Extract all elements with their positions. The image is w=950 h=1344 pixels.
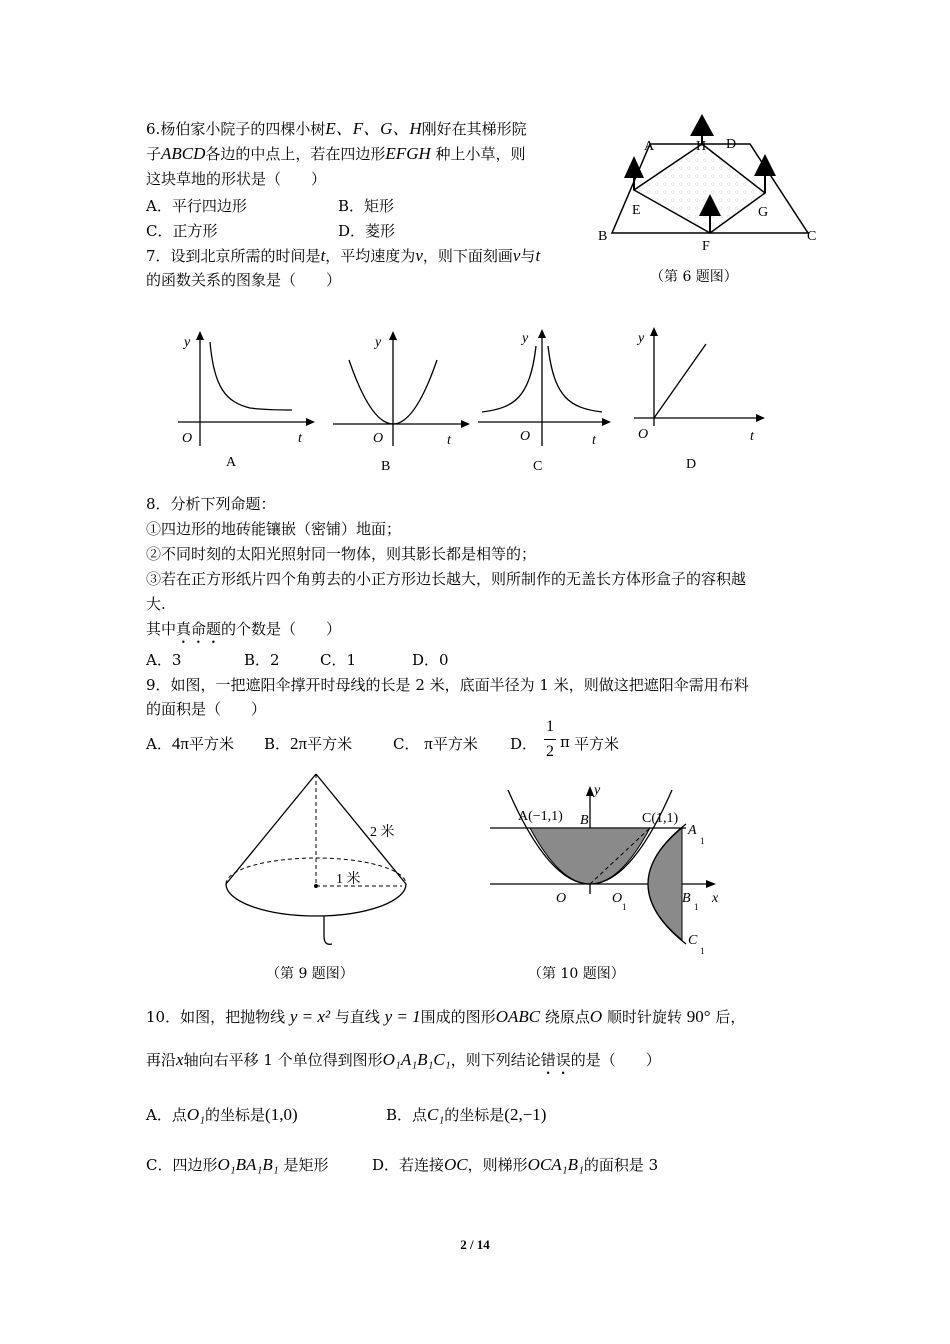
q10-option-d-oc: OC <box>444 1155 468 1174</box>
q6-label-h: H <box>696 139 707 154</box>
q10-line2 <box>146 1048 661 1078</box>
q10-option-d-post: 的面积是 3 <box>583 1156 659 1174</box>
q9-caption: （第 9 题图） <box>266 966 354 982</box>
q9-option-b-value: 2π <box>290 734 308 753</box>
q7-graph-a[interactable] <box>170 328 320 478</box>
q10-option-c-post: 是矩形 <box>283 1156 329 1174</box>
q10-option-d-figure: OCA₁B₁ <box>527 1155 584 1174</box>
q6-abcd: ABCD <box>161 144 206 163</box>
q9-option-b-unit: 平方米 <box>307 735 353 753</box>
q10-option-b[interactable] <box>386 1104 546 1125</box>
q6-grass-region <box>634 144 765 233</box>
q6-line2-end: 种上小草，则 <box>435 145 526 163</box>
q6-line2 <box>146 142 526 166</box>
q6-trees: E、F、G、H <box>325 119 422 138</box>
q6-label-b: B <box>598 229 608 244</box>
q10-option-a-value: (1,0) <box>265 1105 298 1124</box>
q7-graph-c-label: C <box>533 459 543 474</box>
q6-label-a: A <box>644 139 655 154</box>
q8-item-3-cont: 大. <box>146 595 166 613</box>
q9-option-d-numerator: 1 <box>546 718 554 735</box>
q7-graph-a-y: y <box>184 335 191 350</box>
q7-graph-c-t: t <box>592 433 596 448</box>
q9-option-a-letter: A． <box>146 735 172 753</box>
q9-option-a-value: 4π <box>171 734 189 753</box>
q10-option-d-mid: ，则梯形 <box>467 1156 528 1174</box>
q7-line1 <box>146 244 540 268</box>
q6-efgh: EFGH <box>385 144 431 163</box>
q10-label-b1: B <box>682 891 691 906</box>
q8-title: 8．分析下列命题： <box>146 495 276 513</box>
q7-graph-d-t: t <box>750 429 754 444</box>
q10-line2-post2: 的是（ ） <box>570 1051 661 1069</box>
q9-option-b-letter: B． <box>264 735 291 753</box>
q10-figure <box>490 780 730 960</box>
q10-region-oabc <box>530 828 650 884</box>
q10-text4: 绕原点 <box>544 1008 590 1026</box>
q6-text-mid: 刚好在其梯形院 <box>421 120 527 138</box>
q8-option-b[interactable]: B．2 <box>244 651 280 669</box>
q7-graph-d[interactable] <box>630 322 780 472</box>
q10-option-b-mid: 的坐标是 <box>444 1106 505 1124</box>
q7-graph-b[interactable] <box>325 328 475 478</box>
q7-graph-d-y: y <box>638 331 645 346</box>
q7-graph-c-y: y <box>522 331 529 346</box>
q10-option-c-figure: O₁BA₁B₁ <box>217 1155 279 1174</box>
q6-line2-pre: 子 <box>146 145 162 163</box>
q10-label-a1: A <box>688 823 697 838</box>
q10-degree: 90° <box>686 1007 711 1026</box>
q10-o: O <box>589 1007 603 1026</box>
q9-option-b[interactable] <box>264 733 352 754</box>
q6-caption: （第 6 题图） <box>650 269 738 285</box>
q7-graph-d-label: D <box>686 457 697 472</box>
q8-item-3: ③若在正方形纸片四个角剪去的小正方形边长越大，则所制作的无盖长方体形盒子的容积越 <box>146 570 747 588</box>
q7-text1: 设到北京所需的时间是 <box>170 247 321 265</box>
q9-option-d-value: π <box>560 733 570 751</box>
q9-option-d-fraction <box>544 718 556 761</box>
q10-label-b: B <box>580 813 589 828</box>
q10-label-b1-sub: 1 <box>694 902 699 912</box>
q6-label-g: G <box>758 205 769 220</box>
q6-option-a[interactable]: A．平行四边形 <box>146 197 247 215</box>
q6-line3: 这块草地的形状是（ ） <box>146 170 327 188</box>
q10-label-c: C(1,1) <box>642 811 679 826</box>
q8-item-2: ②不同时刻的太阳光照射同一物体，则其影长都是相等的； <box>146 545 537 563</box>
q10-text3: 围成的图形 <box>420 1008 496 1026</box>
q10-fig1: O₁A₁B₁C₁ <box>382 1050 451 1069</box>
q10-label-a: A(−1,1) <box>518 809 563 824</box>
q7-graph-b-y: y <box>375 335 382 350</box>
q7-text2: ，平均速度为 <box>325 247 416 265</box>
q7-graph-a-t: t <box>298 431 302 446</box>
q10-label-o1: O <box>612 891 623 906</box>
q7-graph-c-o: O <box>520 429 531 444</box>
q10-option-b-point: C₁ <box>427 1105 445 1124</box>
q9-label-radius: 1 米 <box>336 872 361 887</box>
q6-text-pre: 杨伯家小院子的四棵小树 <box>160 120 326 138</box>
q9-line1: 9．如图，一把遮阳伞撑开时母线的长是 2 米，底面半径为 1 米，则做这把遮阳伞需用布料 <box>146 676 749 694</box>
q10-option-b-value: (2,−1) <box>504 1105 547 1124</box>
q10-option-a-mid: 的坐标是 <box>205 1106 266 1124</box>
q10-text5: 顺时针旋转 <box>606 1008 682 1026</box>
q10-label-c1: C <box>688 933 698 948</box>
q7-graph-c[interactable] <box>474 328 624 478</box>
q9-option-a[interactable] <box>146 733 234 754</box>
page-number: 2 / 14 <box>460 1237 490 1252</box>
q9-option-d-denominator: 2 <box>546 743 554 760</box>
q6-line2-mid: 各边的中点上，若在四边形 <box>205 145 386 163</box>
q10-line2-post1: ，则下列结论 <box>450 1051 541 1069</box>
q6-label-f: F <box>702 239 710 254</box>
q7-line2: 的函数关系的图象是（ ） <box>146 271 342 289</box>
q10-line2-pre: 再沿 <box>146 1051 177 1069</box>
q6-option-b[interactable]: B．矩形 <box>338 197 395 215</box>
q6-line1 <box>146 117 527 141</box>
q9-line2: 的面积是（ ） <box>146 700 267 718</box>
q10-eq2: y = 1 <box>384 1007 421 1026</box>
q6-label-c: C <box>807 229 817 244</box>
q9-option-c[interactable] <box>393 733 478 754</box>
q10-label-y: y <box>594 783 601 798</box>
q7-graph-a-label: A <box>226 455 237 470</box>
q10-caption: （第 10 题图） <box>528 966 625 982</box>
q10-text1: 如图，把抛物线 <box>180 1008 286 1026</box>
q9-option-c-unit: 平方米 <box>432 735 478 753</box>
q8-question-pre: 其中 <box>146 620 177 638</box>
q7-number: 7． <box>146 247 171 265</box>
q10-option-d-pre: D．若连接 <box>372 1156 445 1174</box>
q6-label-d: D <box>726 137 737 152</box>
q7-text4: 与 <box>520 247 536 265</box>
q7-graph-d-o: O <box>638 427 649 442</box>
q7-var-t: t <box>320 246 326 265</box>
q10-number: 10． <box>146 1008 181 1026</box>
q7-graph-b-o: O <box>373 431 384 446</box>
q9-label-slant: 2 米 <box>370 825 395 840</box>
q8-question-post: 的个数是（ ） <box>221 620 342 638</box>
q10-label-a1-sub: 1 <box>700 836 705 846</box>
q7-var-t2: t <box>535 246 541 265</box>
q9-option-c-letter: C． <box>393 735 420 753</box>
q10-line1 <box>146 1005 745 1029</box>
q6-label-e: E <box>632 203 641 218</box>
q10-option-a[interactable] <box>146 1104 298 1125</box>
q10-label-o: O <box>556 891 567 906</box>
q10-label-o1-sub: 1 <box>622 902 627 912</box>
q8-option-a[interactable]: A．3 <box>146 651 182 669</box>
q10-option-d[interactable] <box>372 1154 658 1175</box>
q10-eq1: y = x² <box>289 1007 331 1026</box>
q9-option-a-unit: 平方米 <box>188 735 234 753</box>
q9-option-d-unit: 平方米 <box>574 735 620 753</box>
q7-text3: ，则下面刻画 <box>422 247 513 265</box>
q7-graph-b-t: t <box>447 433 451 448</box>
q10-option-c[interactable] <box>146 1154 328 1175</box>
q10-line2-emph: 错误 <box>540 1051 571 1069</box>
q10-text6: 后， <box>715 1008 746 1026</box>
q6-option-d[interactable]: D．菱形 <box>338 222 396 240</box>
q10-x: x <box>176 1050 184 1069</box>
q10-text2: 与直线 <box>334 1008 380 1026</box>
q7-var-v2: v <box>512 246 521 265</box>
q6-number: 6. <box>146 120 161 138</box>
q10-option-a-point: O₁ <box>186 1105 206 1124</box>
q7-var-v: v <box>415 246 423 265</box>
q6-figure <box>590 108 830 258</box>
q10-option-b-pre: B．点 <box>386 1106 428 1124</box>
q8-item-1: ①四边形的地砖能镶嵌（密铺）地面； <box>146 520 402 538</box>
q8-question-emph: 真命题 <box>176 620 222 638</box>
q10-label-c1-sub: 1 <box>700 946 705 956</box>
q10-line2-mid: 轴向右平移 1 个单位得到图形 <box>183 1051 383 1069</box>
q8-question <box>146 617 341 647</box>
q10-label-x: x <box>712 891 719 906</box>
q9-option-c-value: π <box>424 734 433 753</box>
q7-graph-b-label: B <box>381 459 391 474</box>
q10-oabc: OABC <box>495 1007 541 1026</box>
q10-option-a-pre: A．点 <box>146 1106 187 1124</box>
q9-option-d-letter: D． <box>510 735 538 753</box>
q7-graph-a-o: O <box>182 431 193 446</box>
q6-option-c[interactable]: C．正方形 <box>146 222 218 240</box>
q9-figure <box>216 766 426 956</box>
q10-option-c-pre: C．四边形 <box>146 1156 218 1174</box>
q8-option-c[interactable]: C．1 <box>320 651 357 669</box>
q8-option-d[interactable]: D．0 <box>412 651 449 669</box>
